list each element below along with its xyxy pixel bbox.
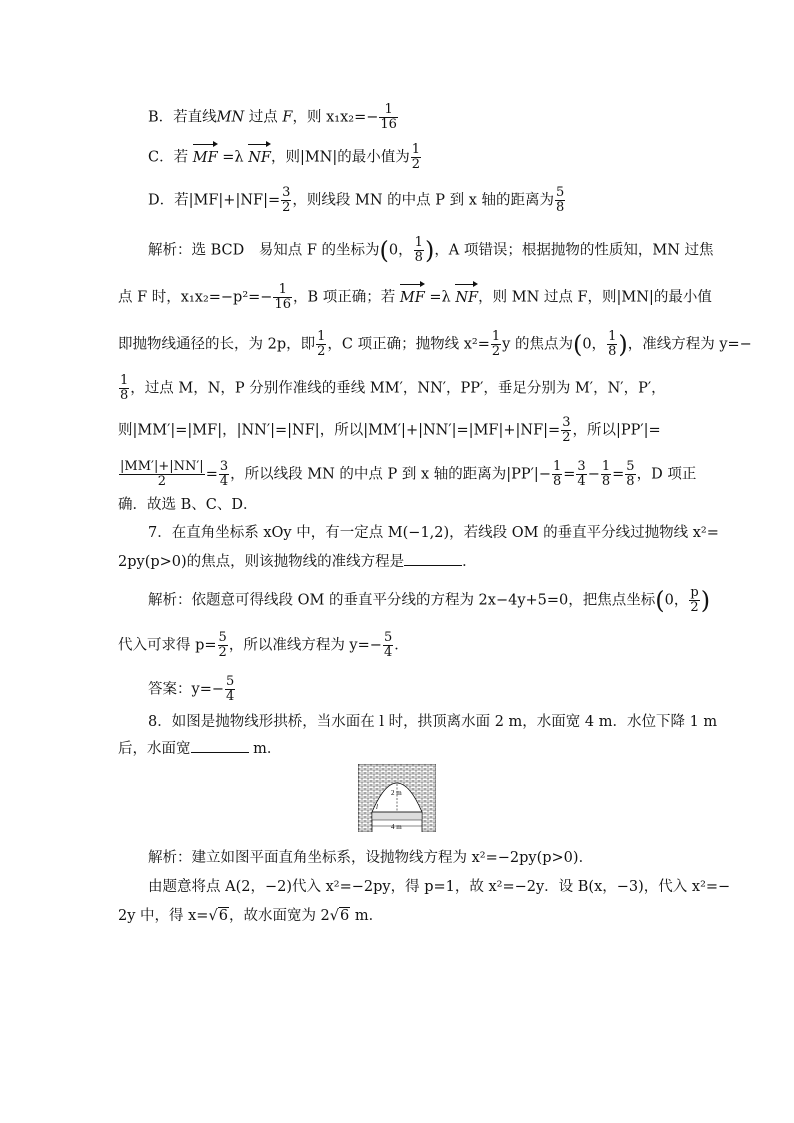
text: 2y 中，得 x= <box>118 908 209 924</box>
question-7-line-2 <box>118 551 477 573</box>
text: ，所以线段 MN 的中点 P 到 x 轴的距离为|PP′|− <box>230 466 551 483</box>
solution-8-line-2 <box>148 876 730 898</box>
text: m． <box>350 908 384 924</box>
water-label: l <box>376 803 378 811</box>
text: ，过点 M，N，P 分别作准线的垂线 MM′，NN′，PP′，垂足分别为 M′，N′，P′， <box>130 380 666 397</box>
text: 确．故选 B、C、D． <box>118 497 258 513</box>
denominator: 8 <box>626 474 635 489</box>
denominator: 8 <box>601 474 611 489</box>
radicand: 6 <box>218 908 228 924</box>
solution-7-line-1: 解析：依题意可得线段 OM 的垂直平分线的方程为 2x−4y+5=0，把焦点坐标(0， $\frac{p}{2}$ ) <box>148 585 711 615</box>
denominator: 4 <box>383 645 393 660</box>
fraction <box>316 330 326 359</box>
fraction <box>491 330 501 359</box>
solution-7-line-2 <box>118 631 409 660</box>
denominator: 2 <box>157 474 166 489</box>
text: ，则线段 MN 的中点 P 到 x 轴的距离为 <box>292 192 555 209</box>
text: − <box>587 466 600 483</box>
fraction <box>607 330 617 359</box>
vector: MF <box>193 147 218 169</box>
numerator: 1 <box>411 142 421 157</box>
text: 代入可求得 p= <box>118 637 217 654</box>
solution-8-line-3: 2y 中，得 x=√6，故水面宽为 2√6 m． <box>118 905 383 927</box>
fraction <box>119 374 129 403</box>
text: 2py(p>0)的焦点，则该抛物线的准线方程是 <box>118 554 405 570</box>
text: ，则 <box>292 109 327 126</box>
numerator: 1 <box>414 235 423 250</box>
solution-line-7 <box>118 494 257 516</box>
sqrt <box>339 905 350 927</box>
fraction <box>218 631 228 660</box>
text: ，B 项正确；若 <box>293 289 400 306</box>
numerator: 5 <box>218 630 227 645</box>
numerator: 5 <box>626 459 635 474</box>
text: ，D 项正 <box>636 466 697 483</box>
numerator: 1 <box>120 373 129 388</box>
solution-8-line-1 <box>148 847 593 869</box>
solution-line-6 <box>118 460 696 489</box>
text: ，A 项错误；根据抛物的性质知，MN 过焦 <box>434 242 714 259</box>
paren: ) <box>424 236 435 265</box>
answer-7 <box>148 675 236 704</box>
question-7-line-1 <box>148 522 719 544</box>
numerator: 3 <box>219 459 229 474</box>
text: 8．如图是抛物线形拱桥，当水面在 l 时，拱顶离水面 2 m，水面宽 4 m．水位下降 1 m <box>148 714 718 730</box>
paren: ) <box>618 330 628 359</box>
numerator: 5 <box>383 630 393 645</box>
text: 解析：建立如图平面直角坐标系，设抛物线方程为 x²=−2py(p>0)． <box>148 850 594 866</box>
option-b <box>148 103 399 132</box>
solution-line-3: 即抛物线通径的长，为 2p，即 $\frac{1}{2}$ ，C 项正确；抛物线 x²= $\frac{1}{2}$ y 的焦点为(0， $\frac{1}{8}$ )，准线方程为 y=− <box>118 329 752 359</box>
denominator: 8 <box>608 344 617 359</box>
text: y 的焦点为 <box>502 336 573 353</box>
denominator: 4 <box>577 474 586 489</box>
text: 7．在直角坐标系 xOy 中，有一定点 M(−1,2)，若线段 OM 的垂直平分线过抛物线 x²= <box>148 525 719 541</box>
text: 解析：依题意可得线段 OM 的垂直平分线的方程为 2x−4y+5=0，把焦点坐标 <box>148 592 656 609</box>
denominator: 2 <box>690 600 699 615</box>
numerator: 3 <box>577 459 586 474</box>
denominator: 8 <box>120 388 129 403</box>
fraction <box>379 103 398 132</box>
fraction <box>552 460 562 489</box>
numerator: 5 <box>226 674 235 689</box>
text: ． <box>394 637 409 654</box>
fraction <box>119 460 205 489</box>
fraction <box>561 416 571 445</box>
text: =λ <box>217 149 249 166</box>
solution-line-1: 解析：选 BCD 易知点 F 的坐标为(0， $\frac{1}{8}$ )，A 项错误；根据抛物的性质知，MN 过焦 <box>148 235 714 265</box>
numerator: 1 <box>317 329 326 344</box>
text: ，则 MN 过点 F，则|MN|的最小值 <box>478 289 712 306</box>
vector: NF <box>455 287 478 309</box>
paren: ) <box>700 586 711 615</box>
numerator: p <box>690 585 699 600</box>
text: ，所以|PP′|= <box>572 422 661 439</box>
text: ，C 项正确；抛物线 x²= <box>327 336 490 353</box>
arch-bridge-figure <box>358 764 436 832</box>
numerator: 3 <box>562 415 571 430</box>
fraction <box>281 186 291 215</box>
text: MN <box>216 109 245 126</box>
text: 则|MM′|=|MF|，|NN′|=|NF|，所以|MM′|+|NN′|=|MF|+|NF|= <box>118 422 561 439</box>
option-c <box>148 143 422 172</box>
fraction <box>625 460 635 489</box>
text: 解析：选 BCD 易知点 F 的坐标为 <box>148 242 380 259</box>
text: B．若直线 <box>148 109 217 126</box>
radicand: 6 <box>340 908 350 924</box>
question-8-line-1 <box>148 711 717 733</box>
vector: MF <box>400 287 425 309</box>
fraction <box>601 460 611 489</box>
fraction <box>689 586 699 615</box>
fraction <box>411 143 421 172</box>
paren: ( <box>655 586 665 615</box>
option-d <box>148 186 566 215</box>
solution-line-5 <box>118 416 661 445</box>
numerator: 1 <box>601 459 611 474</box>
denominator: 8 <box>552 474 562 489</box>
text: = <box>612 466 625 483</box>
denominator: 4 <box>226 689 235 704</box>
paren: ( <box>572 330 583 359</box>
denominator: 16 <box>380 117 397 132</box>
denominator: 2 <box>218 645 227 660</box>
fraction <box>414 236 424 265</box>
denominator: 8 <box>414 250 423 265</box>
sqrt <box>218 905 229 927</box>
solution-line-4 <box>118 374 666 403</box>
text: ，则|MN|的最小值为 <box>270 149 410 166</box>
text: = <box>205 466 218 483</box>
paren: ( <box>379 236 389 265</box>
fraction <box>555 186 565 215</box>
fraction <box>219 460 229 489</box>
numerator: |MM′|+|NN′| <box>120 459 204 474</box>
fraction <box>383 631 393 660</box>
vector: NF <box>248 147 271 169</box>
fraction <box>273 283 292 312</box>
numerator: 3 <box>282 185 291 200</box>
water <box>372 812 422 820</box>
text: 后，水面宽 <box>118 741 191 757</box>
question-8-line-2 <box>118 738 281 760</box>
solution-line-2 <box>118 283 712 312</box>
text: = <box>563 466 576 483</box>
denominator: 4 <box>219 474 229 489</box>
denominator: 8 <box>556 200 565 215</box>
width-label: 4 m <box>391 823 402 831</box>
numerator: 1 <box>608 329 617 344</box>
text: 即抛物线通径的长，为 2p，即 <box>118 336 316 353</box>
numerator: 1 <box>491 329 501 344</box>
text: 由题意将点 A(2，−2)代入 x²=−2py，得 p=1，故 x²=−2y．设 B(x，−3)，代入 x²=− <box>148 879 731 895</box>
numerator: 1 <box>379 103 398 118</box>
text: F <box>282 109 293 126</box>
text: ，准线方程为 y=− <box>627 336 752 353</box>
numerator: 1 <box>273 283 292 298</box>
text: =λ <box>424 289 456 306</box>
height-label: 2 m <box>391 789 402 797</box>
text: D．若|MF|+|NF|= <box>148 192 281 209</box>
denominator: 16 <box>274 297 291 312</box>
numerator: 1 <box>552 459 562 474</box>
fraction <box>576 460 586 489</box>
text: 过点 <box>244 109 283 126</box>
text: 点 F 时，x₁x₂=−p²=− <box>118 289 273 306</box>
text: ，故水面宽为 2 <box>228 908 330 924</box>
denominator: 2 <box>562 430 571 445</box>
denominator: 2 <box>491 344 501 359</box>
text: ，所以准线方程为 y=− <box>228 637 382 654</box>
denominator: 2 <box>411 157 421 172</box>
numerator: 5 <box>556 185 565 200</box>
text: C．若 <box>148 149 193 166</box>
text: x₁x₂=− <box>326 109 379 126</box>
text: ． <box>462 554 477 570</box>
text: m． <box>248 741 282 757</box>
denominator: 2 <box>317 344 326 359</box>
answer-blank <box>191 738 249 753</box>
answer-blank <box>404 551 462 566</box>
denominator: 2 <box>282 200 291 215</box>
fraction <box>225 675 235 704</box>
text: 答案：y=− <box>148 681 224 698</box>
